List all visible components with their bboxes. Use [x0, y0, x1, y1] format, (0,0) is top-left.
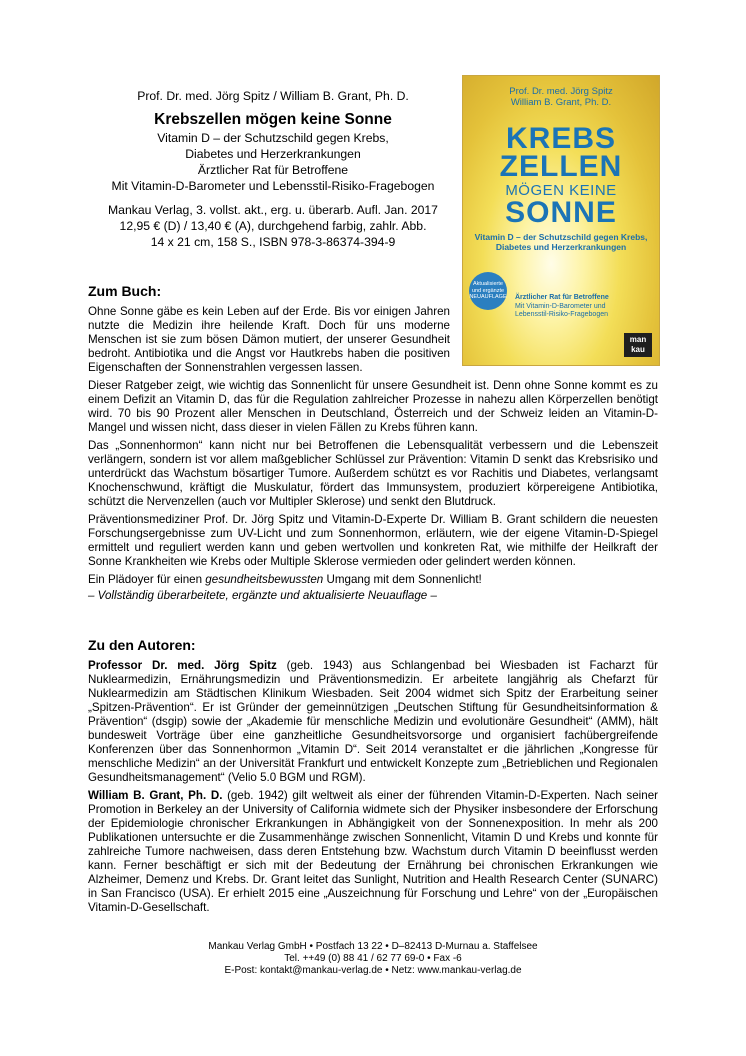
cover-authors — [463, 86, 659, 108]
pub-line: 12,95 € (D) / 13,40 € (A), durchgehend farbig, zahlr. Abb. — [119, 219, 427, 233]
cover-info-line: Ärztlicher Rat für Betroffene — [515, 294, 609, 301]
footer-contact: E-Post: kontakt@mankau-verlag.de • Netz: www.mankau-verlag.de — [224, 965, 522, 976]
text-run-italic: gesundheitsbewussten — [205, 573, 324, 586]
book-authors: Prof. Dr. med. Jörg Spitz / William B. Grant, Ph. D. — [137, 89, 409, 103]
pub-line: 14 x 21 cm, 158 S., ISBN 978-3-86374-394-9 — [150, 235, 396, 249]
subtitle-line: Diabetes und Herzerkrankungen — [185, 147, 361, 161]
section-autoren — [88, 637, 658, 915]
subtitle-line: Vitamin D – der Schutzschild gegen Krebs, — [157, 131, 389, 145]
author-text: (geb. 1942) gilt weltweit als einer der führenden Vitamin-D-Experten. Nach seiner Promotion in Berkeley an der University of California widmete sich der Physiker insbesondere der Erforschung der Epidemiologie chronischer Erkrankungen in Abhängigkeit von der Sonnenexposition. In mehr als 200 Publikationen untersuchte er die Zusammenhänge zwischen Sonnenlicht, Vitamin D und Krebs und konnte für zahlreiche Tumore nachweisen, dass deren Entstehung bzw. Wachstum durch Vitamin D beeinflusst werden kann. Ferner beschäftigt er sich mit der Bedeutung der Ernährung bei chronischen Erkrankungen wie Alzheimer, Demenz und Krebs. Dr. Grant leitet das Sunlight, Nutrition and Health Research Center (SUNARC) in San Francisco (USA). Er erhielt 2015 eine „Auszeichnung für Forschung und Lehre“ von der „Europäischen Vitamin-D-Gesellschaft. — [88, 789, 659, 914]
paragraph: Das „Sonnenhormon“ kann nicht nur bei Betroffenen die Lebensqualität verbessern und die Lebenszeit verlängern, sondern ist vor allem maßgeblicher Schlüssel zur Prävention: Vitamin D senkt das Krebsrisiko und unterdrückt das Wachstum bösartiger Tumore. Außerdem schützt es vor Rachitis und Diabetes, verlangsamt Knochenschwund, kräftigt die Muskulatur, fördert das Immunsystem, produziert körpereigene Antibiotika, schützt die Nervenzellen (auch vor Multipler Sklerose) und senkt den Blutdruck. — [88, 439, 658, 508]
paragraph: Präventionsmediziner Prof. Dr. Jörg Spitz und Vitamin-D-Experte Dr. William B. Grant schildern die neuesten Forschungsergebnisse zum UV-Licht und zum Sonnenhormon, erläutern, wie der eigene Vitamin-D-Spiegel ermittelt und reguliert werden kann und geben wertvollen und konkreten Rat, wie mithilfe der Heilkraft der Sonne Krankheiten wie Krebs oder Multiple Sklerose vermieden oder gelindert werden können. — [88, 513, 658, 568]
cover-subtitle-line: Diabetes und Herzerkrankungen — [495, 242, 627, 252]
cover-title-line: KREBS — [505, 122, 616, 155]
subtitle-line: Mit Vitamin-D-Barometer und Lebensstil-Risiko-Fragebogen — [111, 179, 435, 193]
author-name: Professor Dr. med. Jörg Spitz — [88, 659, 277, 672]
pub-line: Mankau Verlag, 3. vollst. akt., erg. u. überarb. Aufl. Jan. 2017 — [108, 203, 438, 217]
book-header — [88, 88, 458, 250]
footer-phone: Tel. ++49 (0) 88 41 / 62 77 69-0 • Fax -6 — [284, 953, 462, 964]
text-run: Ein Plädoyer für einen — [88, 573, 206, 586]
publication-info — [88, 202, 458, 250]
cover-subtitle — [471, 232, 651, 252]
cover-info-line: Mit Vitamin-D-Barometer und — [515, 302, 606, 310]
author-bio — [88, 789, 658, 915]
cover-title-line: MÖGEN KEINE — [505, 182, 617, 199]
section-heading: Zu den Autoren: — [88, 637, 196, 653]
paragraph: Ohne Sonne gäbe es kein Leben auf der Erde. Bis vor einigen Jahren nutzte die Medizin ihre heilende Kraft. Doch für uns moderne Menschen ist sie zum bösen Dämon mutiert, der unserer Gesundheit bedroht. Antibiotika und die Angst vor Hautkrebs haben die positiven Eigenschaften der Sonnenstrahlen vergessen lassen. — [88, 305, 450, 374]
cover-title-line: SONNE — [505, 196, 617, 229]
footer-address: Mankau Verlag GmbH • Postfach 13 22 • D–82413 D-Murnau a. Staffelsee — [208, 941, 538, 952]
new-edition-badge: Aktualisierte und ergänzte NEUAUFLAGE — [469, 272, 507, 310]
cover-subtitle-line: Vitamin D – der Schutzschild gegen Krebs, — [474, 232, 648, 242]
footer — [88, 941, 658, 977]
cover-author-line: William B. Grant, Ph. D. — [510, 97, 612, 108]
book-title: Krebszellen mögen keine Sonne — [154, 111, 392, 128]
text-run: Umgang mit dem Sonnenlicht! — [323, 573, 482, 586]
subtitle-line: Ärztlicher Rat für Betroffene — [197, 163, 349, 177]
paragraph — [88, 573, 658, 587]
cover-author-line: Prof. Dr. med. Jörg Spitz — [509, 86, 613, 97]
cover-info-box — [515, 294, 625, 320]
book-cover-image — [462, 75, 660, 366]
author-bio — [88, 659, 658, 785]
edition-note: – Vollständig überarbeitete, ergänzte und aktualisierte Neuauflage – — [88, 589, 437, 602]
cover-title-line: ZELLEN — [499, 150, 623, 183]
cover-info-line: Lebensstil-Risiko-Fragebogen — [515, 311, 608, 318]
publisher-logo: man kau — [624, 333, 652, 357]
author-name: William B. Grant, Ph. D. — [88, 789, 223, 802]
author-text: (geb. 1943) aus Schlangenbad bei Wiesbaden ist Facharzt für Nuklearmedizin, Ernährungsmedizin und Präventionsmedizin. Er arbeitete langjährig als Chefarzt für Nuklearmedizin am Städtischen Klinikum Wiesbaden. Seit 2004 widmet sich Spitz der Erarbeitung seiner „Spitzen-Prävention“. Er ist Gründer der gemeinnützigen „Deutschen Stiftung für Gesundheitsinformation & Prävention“ (dsgip) sowie der „Akademie für menschliche Medizin und evolutionäre Gesundheit“ (AMM), hält bundesweit Vorträge über eine ganzheitliche Gesundheitsvorsorge und organisiert fachübergreifende Konferenzen über das Sonnenhormon „Vitamin D“. Seit 2014 veranstaltet er die jährlichen „Kongresse für menschliche Medizin“ an der Universität Frankfurt und entwickelt Konzepte zum „Betrieblichen und Regionalen Gesundheitsmanagement“ (Velio 5.0 BGM und RGM). — [88, 659, 658, 784]
section-heading: Zum Buch: — [88, 283, 162, 299]
book-subtitle — [88, 130, 458, 194]
paragraph: Dieser Ratgeber zeigt, wie wichtig das Sonnenlicht für unsere Gesundheit ist. Denn ohne Sonne kommt es zu einem Defizit an Vitamin D, das für die Regulation zahlreicher Prozesse in nahezu allen Körperzellen benötigt wird. 70 bis 90 Prozent aller Menschen in Deutschland, Österreich und der Schweiz leiden an Vitamin-D-Mangel und wissen nicht, dass dieser in vielen Fällen zu Krebs führen kann. — [88, 379, 658, 434]
